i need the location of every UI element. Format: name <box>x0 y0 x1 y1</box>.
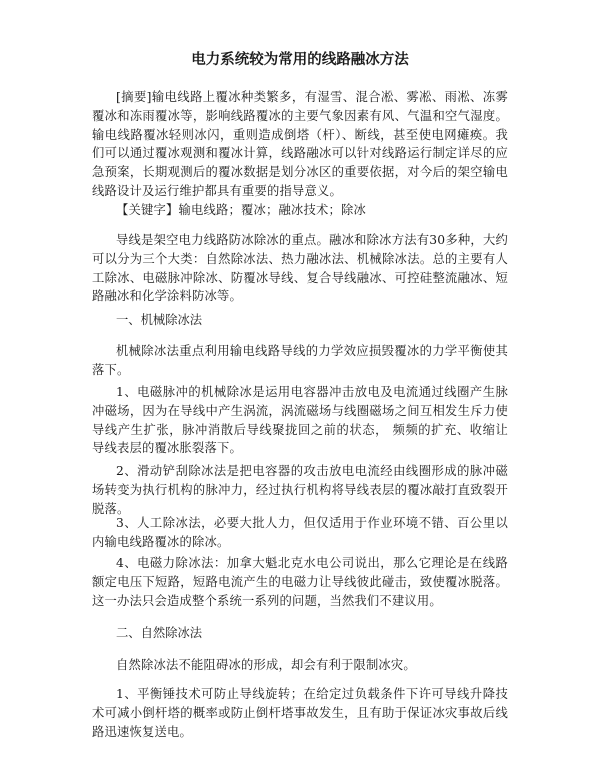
section1-paragraph: 1、电磁脉冲的机械除冰是运用电容器冲击放电及电流通过线圈产生脉冲磁场，因为在导线中产生涡流，涡流磁场与线圈磁场之间互相发生斥力使导线产生扩张，脉冲消散后导线聚拢回之前的状态， 频频的扩充、收缩让导线表层的覆冰胀裂落下。 <box>92 385 508 456</box>
section-heading-mechanical: 一、机械除冰法 <box>116 313 203 327</box>
section1-paragraph: 4、电磁力除冰法：加拿大魁北克水电公司说出，那么它理论是在线路额定电压下短路，短路电流产生的电磁力让导线彼此碰击，致使覆冰脱落。这一办法只会造成整个系统一系列的问题，当然我们不建议用。 <box>92 556 508 608</box>
abstract-paragraph: [摘要]输电线路上覆冰种类繁多，有湿雪、混合凇、雾凇、雨凇、冻雾覆冰和冻雨覆冰等，影响线路覆冰的主要气象因素有风、气温和空气湿度。输电线路覆冰轻则冰闪，重则造成倒塔（杆）、断线，甚至使电网瘫痪。我们可以通过覆冰观测和覆冰计算，线路融冰可以针对线路运行制定详尽的应急预案，长期观测后的覆冰数据是划分冰区的重要依据，对今后的架空输电线路设计及运行维护都具有重要的指导意义。 <box>92 90 508 198</box>
section1-paragraph: 2、滑动铲刮除冰法是把电容器的攻击放电电流经由线圈形成的脉冲磁场转变为执行机构的脉冲力，经过执行机构将导线表层的覆冰敲打直致裂开脱落。 <box>92 464 508 516</box>
document-title: 电力系统较为常用的线路融冰方法 <box>191 51 409 68</box>
section-heading-natural: 二、自然除冰法 <box>116 626 203 640</box>
intro-paragraph: 导线是架空电力线路防冰除冰的重点。融冰和除冰方法有30多种，大约可以分为三个大类：自然除冰法、热力融冰法、机械除冰法。总的主要有人工除冰、电磁脉冲除冰、防覆冰导线、复合导线融冰、可控硅整流融冰、短路融冰和化学涂料防冰等。 <box>92 233 508 304</box>
section1-paragraph: 机械除冰法重点利用输电线路导线的力学效应损毁覆冰的力学平衡使其落下。 <box>92 344 508 377</box>
section2-paragraph: 自然除冰法不能阻碍冰的形成，却会有利于限制冰灾。 <box>116 658 416 672</box>
keywords-paragraph: 【关键字】输电线路；覆冰；融冰技术；除冰 <box>116 203 366 217</box>
section1-paragraph: 3、人工除冰法，必要大批人力，但仅适用于作业环境不错、百公里以内输电线路覆冰的除冰。 <box>92 516 508 549</box>
section2-paragraph: 1、平衡锤技术可防止导线旋转；在给定过负载条件下许可导线升降技术可减小倒杆塔的概率或防止倒杆塔事故发生，且有助于保证冰灾事故后线路迅速恢复送电。 <box>92 687 508 739</box>
